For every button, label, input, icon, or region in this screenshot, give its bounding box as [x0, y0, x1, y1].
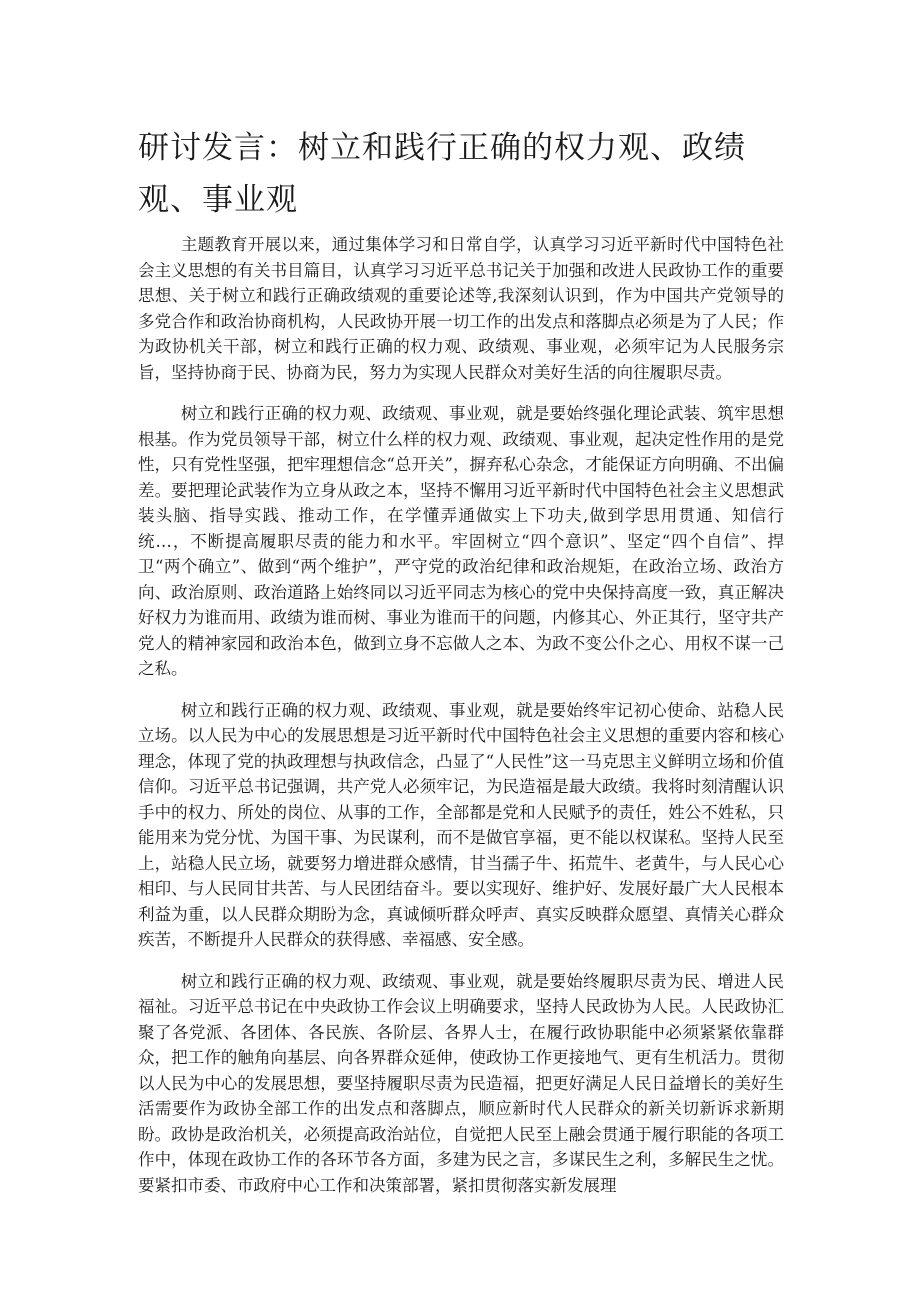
document-body [138, 232, 784, 1214]
paragraph-1: 主题教育开展以来，通过集体学习和日常自学，认真学习习近平新时代中国特色社会主义思想的有关书目篇目，认真学习习近平总书记关于加强和改进人民政协工作的重要思想、关于树立和践行正确政绩观的重要论述等,我深刻认识到，作为中国共产党领导的多党合作和政治协商机构，人民政协开展一切工作的出发点和落脚点必须是为了人民；作为政协机关干部，树立和践行正确的权力观、政绩观、事业观，必须牢记为人民服务宗旨，坚持协商于民、协商为民，努力为实现人民群众对美好生活的向往履职尽责。 [138, 235, 784, 382]
paragraph-2: 树立和践行正确的权力观、政绩观、事业观，就是要始终强化理论武装、筑牢思想根基。作为党员领导干部，树立什么样的权力观、政绩观、事业观，起决定性作用的是党性，只有党性坚强，把牢理想信念“总开关”，摒弃私心杂念，才能保证方向明确、不出偏差。要把理论武装作为立身从政之本，坚持不懈用习近平新时代中国特色社会主义思想武装头脑、指导实践、推动工作，在学懂弄通做实上下功夫,做到学思用贯通、知信行统…，不断提高履职尽责的能力和水平。牢固树立“四个意识”、坚定“四个自信”、捍卫“两个确立”、做到“两个维护”，严守党的政治纪律和政治规矩，在政治立场、政治方向、政治原则、政治道路上始终同以习近平同志为核心的党中央保持高度一致，真正解决好权力为谁而用、政绩为谁而树、事业为谁而干的问题，内修其心、外正其行，坚守共产党人的精神家园和政治本色，做到立身不忘做人之本、为政不变公仆之心、用权不谋一己之私。 [138, 404, 784, 678]
document-title: 研讨发言：树立和践行正确的权力观、政绩观、事业观 [138, 130, 746, 218]
paragraph-4: 树立和践行正确的权力观、政绩观、事业观，就是要始终履职尽责为民、增进人民福祉。习近平总书记在中央政协工作会议上明确要求，坚持人民政协为人民。人民政协汇聚了各党派、各团体、各民族、各阶层、各界人士，在履行政协职能中必须紧紧依靠群众，把工作的触角向基层、向各界群众延伸，使政协工作更接地气、更有生机活力。贯彻以人民为中心的发展思想，要坚持履职尽责为民造福，把更好满足人民日益增长的美好生活需要作为政协全部工作的出发点和落脚点，顺应新时代人民群众的新关切新诉求新期盼。政协是政治机关，必须提高政治站位，自觉把人民至上融会贯通于履行职能的各项工作中，体现在政协工作的各环节各方面，多建为民之言，多谋民生之利，多解民生之忧。要紧扣市委、市政府中心工作和决策部署，紧扣贯彻落实新发展理 [138, 971, 784, 1195]
paragraph-3: 树立和践行正确的权力观、政绩观、事业观，就是要始终牢记初心使命、站稳人民立场。以人民为中心的发展思想是习近平新时代中国特色社会主义思想的重要内容和核心理念，体现了党的执政理想与执政信念，凸显了“人民性”这一马克思主义鲜明立场和价值信仰。习近平总书记强调，共产党人必须牢记，为民造福是最大政绩。我将时刻清醒认识手中的权力、所处的岗位、从事的工作，全部都是党和人民赋予的责任，姓公不姓私，只能用来为党分忧、为国干事、为民谋利，而不是做官享福，更不能以权谋私。坚持人民至上，站稳人民立场，就要努力增进群众感情，甘当孺子牛、拓荒牛、老黄牛，与人民心心相印、与人民同甘共苦、与人民团结奋斗。要以实现好、维护好、发展好最广大人民根本利益为重，以人民群众期盼为念，真诚倾听群众呼声、真实反映群众愿望、真情关心群众疾苦，不断提升人民群众的获得感、幸福感、安全感。 [138, 700, 784, 949]
